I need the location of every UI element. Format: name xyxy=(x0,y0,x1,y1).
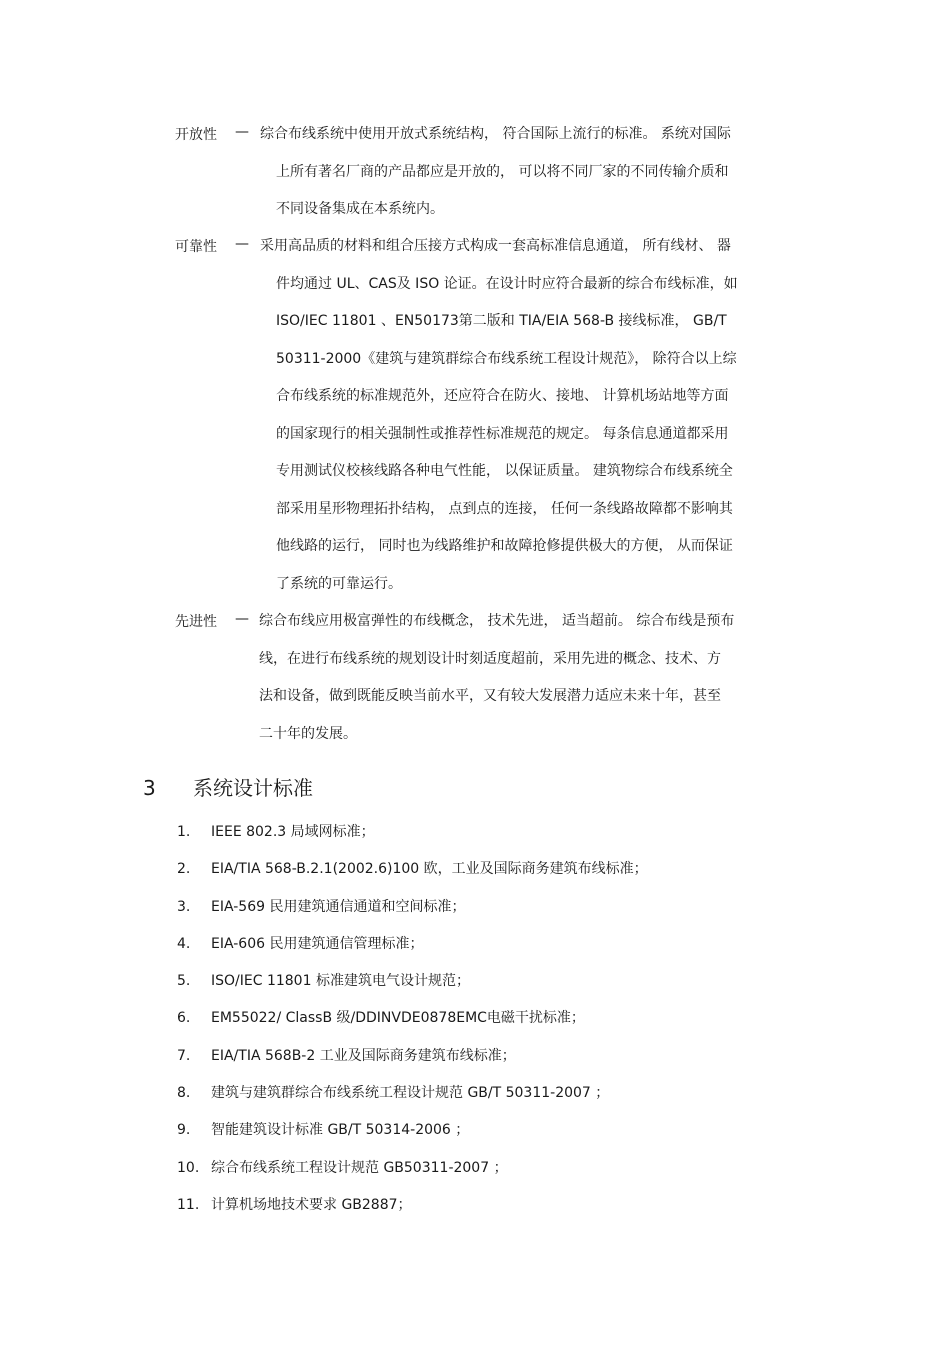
reliability-term: 可靠性 xyxy=(175,239,217,255)
list-item-text: EIA/TIA 568-B.2.1(2002.6)100 欧，工业及国际商务建筑布线标准； xyxy=(211,861,648,878)
list-item xyxy=(177,1120,648,1157)
openness-term: 开放性 xyxy=(175,127,217,143)
list-item-text: EIA-606 民用建筑通信管理标准； xyxy=(211,935,424,952)
reliability-line-4: 50311-2000《建筑与建筑群综合布线系统工程设计规范》， 除符合以上综 xyxy=(276,351,737,367)
openness-dash: — xyxy=(235,124,249,140)
openness-line-3: 不同设备集成在本系统内。 xyxy=(276,201,444,217)
openness-line-2: 上所有著名厂商的产品都应是开放的， 可以将不同厂家的不同传输介质和 xyxy=(276,164,729,180)
reliability-line-1: 采用高品质的材料和组合压接方式构成一套高标准信息通道， 所有线材、 器 xyxy=(260,238,731,254)
list-item-text: ISO/IEC 11801 标准建筑电气设计规范； xyxy=(211,973,470,990)
list-item xyxy=(177,1158,648,1195)
list-item-text: EM55022/ ClassB 级/DDINVDE0878EMC电磁干扰标准； xyxy=(211,1010,585,1027)
list-item xyxy=(177,1008,648,1045)
list-item-index: 8. xyxy=(177,1085,191,1102)
list-item-index: 11. xyxy=(177,1196,200,1213)
reliability-line-8: 部采用星形物理拓扑结构， 点到点的连接， 任何一条线路故障都不影响其 xyxy=(276,501,733,517)
list-item xyxy=(177,822,648,859)
list-item xyxy=(177,1083,648,1120)
reliability-line-7: 专用测试仪校核线路各种电气性能， 以保证质量。 建筑物综合布线系统全 xyxy=(276,463,733,479)
standards-list xyxy=(177,822,648,1232)
list-item xyxy=(177,1046,648,1083)
list-item xyxy=(177,971,648,1008)
list-item xyxy=(177,897,648,934)
reliability-line-10: 了系统的可靠运行。 xyxy=(276,576,402,592)
advanced-dash: — xyxy=(235,611,249,627)
list-item-index: 7. xyxy=(177,1047,191,1064)
reliability-line-2: 件均通过 UL、CAS及 ISO 论证。在设计时应符合最新的综合布线标准，如 xyxy=(276,276,738,292)
list-item-index: 1. xyxy=(177,824,191,840)
reliability-line-5: 合布线系统的标准规范外，还应符合在防火、接地、 计算机场站地等方面 xyxy=(276,388,729,404)
list-item-text: EIA/TIA 568B-2 工业及国际商务建筑布线标准； xyxy=(211,1047,516,1064)
advanced-line-1: 综合布线应用极富弹性的布线概念， 技术先进， 适当超前。 综合布线是预布 xyxy=(259,613,735,629)
section-title: 系统设计标准 xyxy=(193,776,313,800)
advanced-term: 先进性 xyxy=(175,614,217,630)
section-number: 3 xyxy=(143,776,156,800)
list-item-text: 综合布线系统工程设计规范 GB50311-2007 ； xyxy=(211,1159,508,1176)
list-item xyxy=(177,1195,648,1232)
list-item-index: 5. xyxy=(177,973,191,990)
list-item-index: 3. xyxy=(177,898,191,915)
list-item-text: 计算机场地技术要求 GB2887； xyxy=(211,1196,412,1213)
list-item-text: EIA-569 民用建筑通信通道和空间标准； xyxy=(211,898,466,915)
list-item-index: 2. xyxy=(177,861,191,878)
reliability-line-9: 他线路的运行， 同时也为线路维护和故障抢修提供极大的方便， 从而保证 xyxy=(276,538,733,554)
list-item-index: 4. xyxy=(177,935,191,952)
list-item-index: 6. xyxy=(177,1010,191,1027)
reliability-line-3: ISO/IEC 11801 、EN50173第二版和 TIA/EIA 568-B 接线标准， GB/T xyxy=(276,313,727,329)
advanced-line-2: 线，在进行布线系统的规划设计时刻适度超前，采用先进的概念、技术、方 xyxy=(259,651,721,667)
list-item-text: IEEE 802.3 局域网标准； xyxy=(211,824,375,840)
list-item-text: 建筑与建筑群综合布线系统工程设计规范 GB/T 50311-2007 ； xyxy=(211,1085,610,1102)
list-item xyxy=(177,934,648,971)
list-item-index: 9. xyxy=(177,1122,191,1139)
openness-line-1: 综合布线系统中使用开放式系统结构， 符合国际上流行的标准。 系统对国际 xyxy=(260,126,731,142)
reliability-line-6: 的国家现行的相关强制性或推荐性标准规范的规定。 每条信息通道都采用 xyxy=(276,426,729,442)
list-item xyxy=(177,859,648,896)
reliability-dash: — xyxy=(235,236,249,252)
advanced-line-3: 法和设备，做到既能反映当前水平，又有较大发展潜力适应未来十年，甚至 xyxy=(259,688,721,704)
list-item-index: 10. xyxy=(177,1159,200,1176)
advanced-line-4: 二十年的发展。 xyxy=(259,726,357,742)
list-item-text: 智能建筑设计标准 GB/T 50314-2006 ； xyxy=(211,1122,470,1139)
section-heading xyxy=(143,775,313,801)
